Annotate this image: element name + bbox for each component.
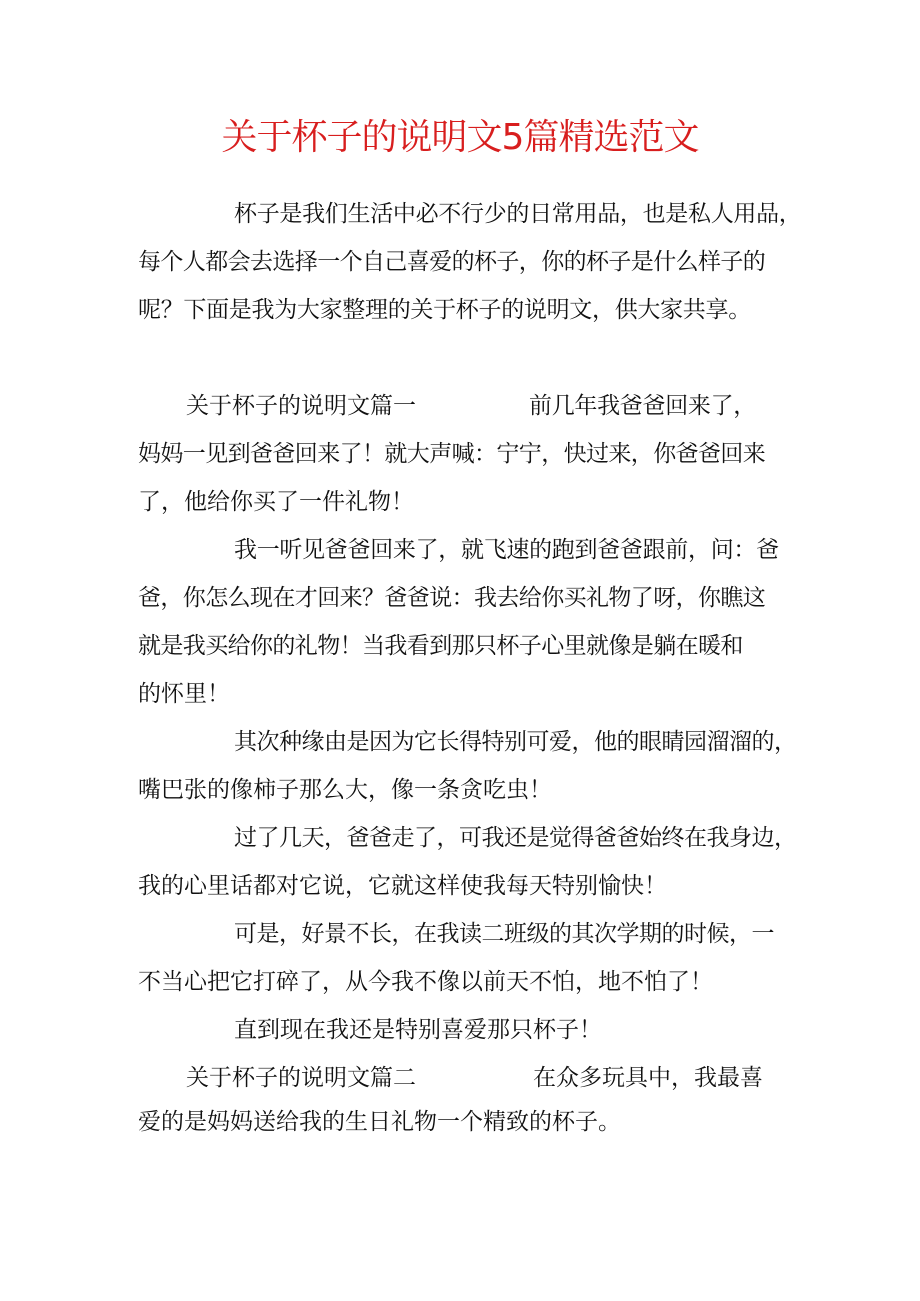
paragraph-4-line-2: 我的心里话都对它说，它就这样使我每天特别愉快！ bbox=[138, 873, 667, 899]
paragraph-2-line-4: 的怀里！ bbox=[138, 681, 230, 707]
paragraph-3-line-2: 嘴巴张的像柿子那么大，像一条贪吃虫！ bbox=[138, 777, 552, 803]
paragraph-1-line-2: 妈妈一见到爸爸回来了！就大声喊：宁宁，快过来，你爸爸回来 bbox=[138, 441, 766, 467]
paragraph-6-line-1: 直到现在我还是特别喜爱那只杯子！ bbox=[234, 1017, 602, 1043]
paragraph-7-line-2: 爱的是妈妈送给我的生日礼物一个精致的杯子。 bbox=[138, 1109, 621, 1135]
paragraph-2-line-1: 我一听见爸爸回来了，就飞速的跑到爸爸跟前，问：爸 bbox=[234, 537, 779, 563]
section-heading-1: 关于杯子的说明文篇一 bbox=[186, 393, 416, 419]
paragraph-1-line-3: 了，他给你买了一件礼物！ bbox=[138, 489, 414, 515]
paragraph-intro-line-2: 每个人都会去选择一个自己喜爱的杯子，你的杯子是什么样子的 bbox=[138, 249, 766, 275]
paragraph-7-line-1: 在众多玩具中，我最喜 bbox=[533, 1065, 763, 1091]
paragraph-intro-line-1: 杯子是我们生活中必不行少的日常用品，也是私人用品， bbox=[234, 201, 802, 227]
paragraph-1-line-1: 前几年我爸爸回来了， bbox=[529, 393, 757, 419]
paragraph-5-line-1: 可是，好景不长，在我读二班级的其次学期的时候，一 bbox=[234, 921, 774, 947]
paragraph-2-line-2: 爸，你怎么现在才回来？爸爸说：我去给你买礼物了呀，你瞧这 bbox=[138, 585, 766, 611]
paragraph-5-line-2: 不当心把它打碎了，从今我不像以前天不怕，地不怕了！ bbox=[138, 969, 713, 995]
paragraph-2-line-3: 就是我买给你的礼物！当我看到那只杯子心里就像是躺在暖和 bbox=[138, 633, 743, 659]
paragraph-3-line-1: 其次种缘由是因为它长得特别可爱，他的眼睛园溜溜的， bbox=[234, 729, 797, 755]
document-title: 关于杯子的说明文5篇精选范文 bbox=[221, 117, 699, 158]
paragraph-4-line-1: 过了几天，爸爸走了，可我还是觉得爸爸始终在我身边， bbox=[234, 825, 797, 851]
paragraph-intro-line-3: 呢？下面是我为大家整理的关于杯子的说明文，供大家共享。 bbox=[138, 297, 751, 323]
section-heading-2: 关于杯子的说明文篇二 bbox=[186, 1065, 416, 1091]
